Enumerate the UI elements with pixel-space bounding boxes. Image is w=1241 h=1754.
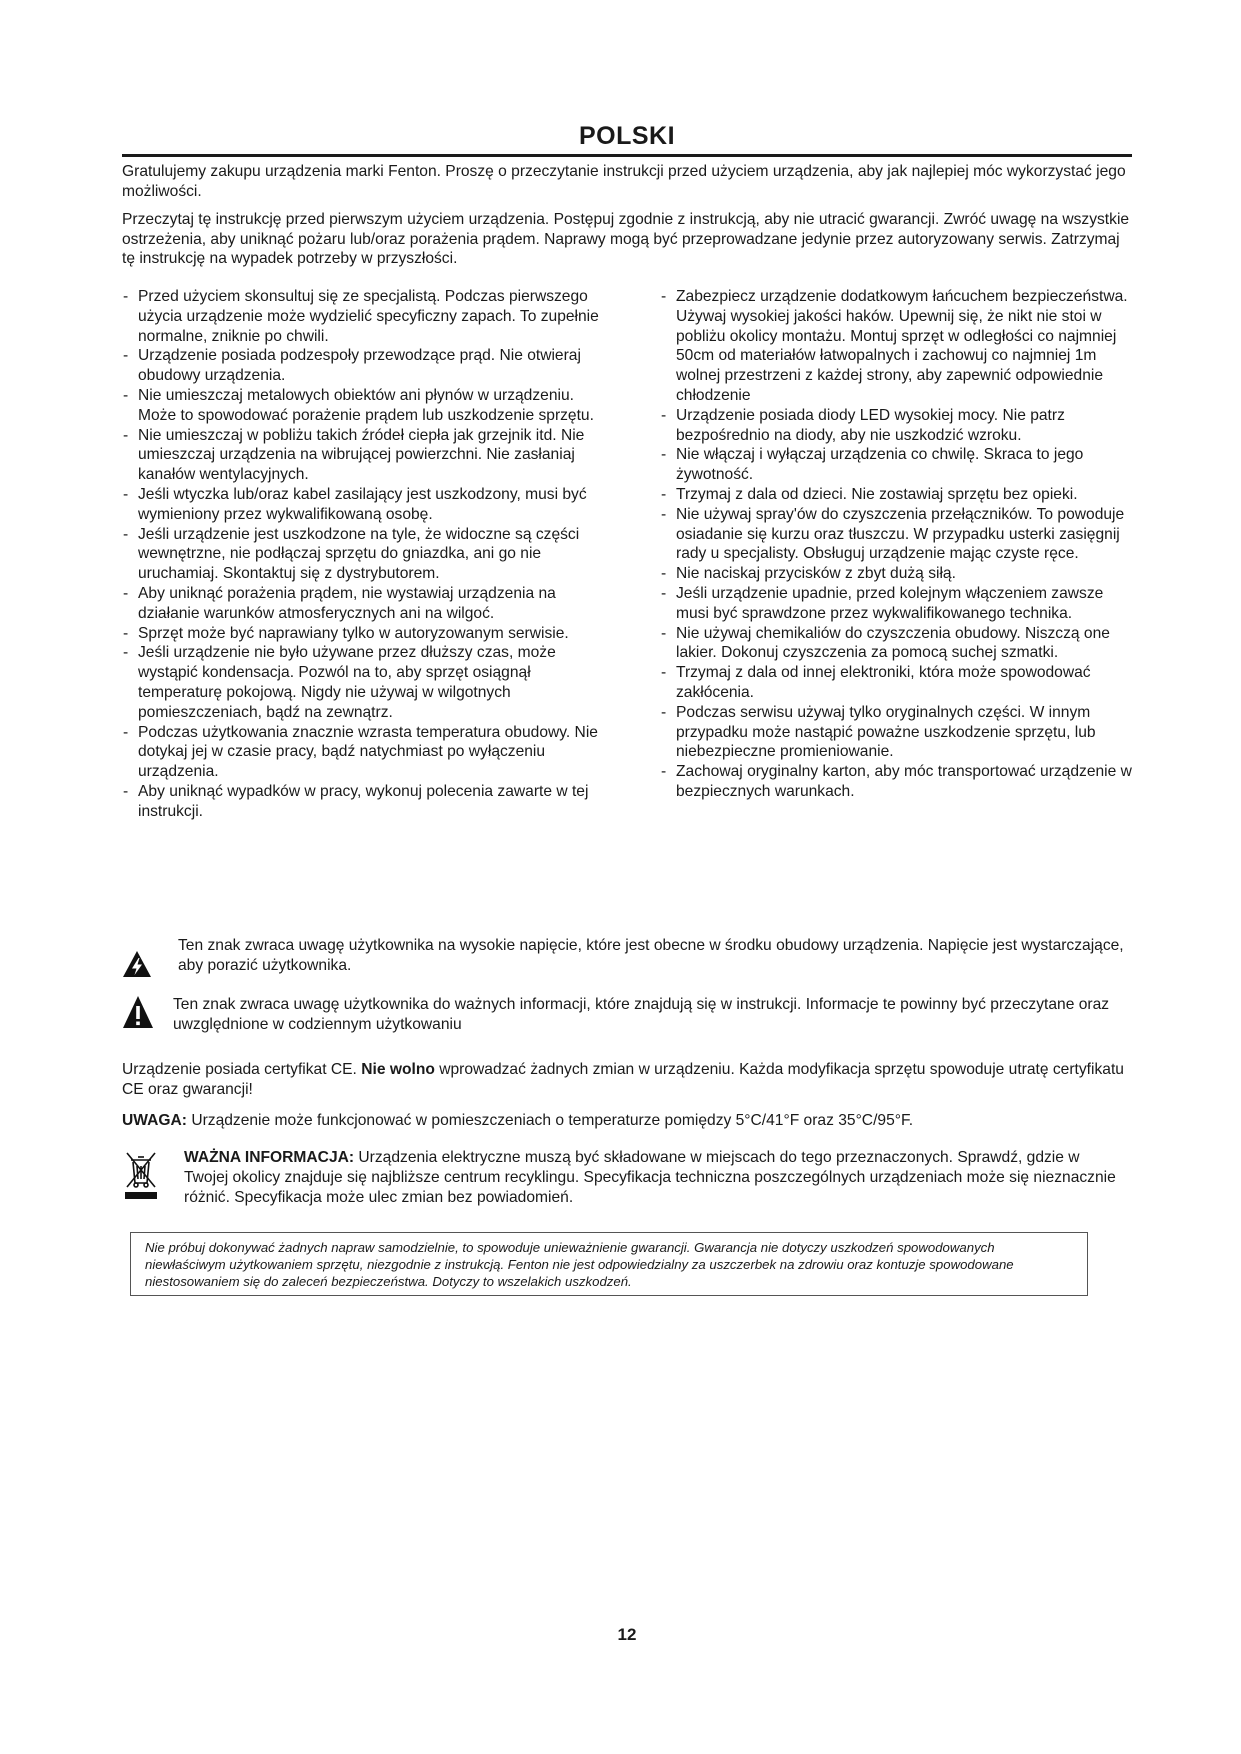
ce-text-start: Urządzenie posiada certyfikat CE.: [122, 1061, 357, 1078]
intro-paragraph: Gratulujemy zakupu urządzenia marki Fenton. Proszę o przeczytanie instrukcji przed użyciem urządzenia, aby jak najlepiej móc wykorzystać jego możliwości.: [122, 163, 1126, 200]
list-item: - Nie używaj spray'ów do czyszczenia przełączników. To powoduje osiadanie się kurzu oraz tłuszczu. W przypadku usterki zasięgnij rady u specjalisty. Obsługuj urządzenie mając czyste ręce.: [660, 505, 1140, 564]
info-warning-text: Ten znak zwraca uwagę użytkownika do ważnych informacji, które znajdują się w instrukcji. Informacje te powinny być przeczytane oraz uwzględnione w codziennym użytkowaniu: [173, 996, 1110, 1033]
list-item: - Aby uniknąć wypadków w pracy, wykonuj polecenia zawarte w tej instrukcji.: [122, 782, 602, 822]
list-item: - Jeśli urządzenie jest uszkodzone na tyle, że widoczne są części wewnętrzne, nie podłączaj sprzętu do gniazdka, ani go nie uruchamiaj. Skontaktuj się z dystrybutorem.: [122, 525, 602, 584]
list-item: - Urządzenie posiada diody LED wysokiej mocy. Nie patrz bezpośrednio na diody, aby nie uszkodzić wzroku.: [660, 406, 1140, 446]
note-label: UWAGA:: [122, 1112, 187, 1129]
list-item: - Zabezpiecz urządzenie dodatkowym łańcuchem bezpieczeństwa. Używaj wysokiej jakości haków. Upewnij się, że nikt nie stoi w pobliżu okolicy montażu. Montuj sprzęt w odległości co najmniej 50cm od materiałów łatwopalnych i zachowuj co najmniej 1m wolnej przestrzeni z każdej strony, aby zapewnić odpowiednie chłodzenie: [660, 287, 1140, 406]
exclamation-warning-icon: [122, 995, 154, 1029]
list-item: - Jeśli urządzenie upadnie, przed kolejnym włączeniem zawsze musi być sprawdzone przez wykwalifikowanego technika.: [660, 584, 1140, 624]
list-item: - Jeśli wtyczka lub/oraz kabel zasilający jest uszkodzony, musi być wymieniony przez wykwalifikowaną osobę.: [122, 485, 602, 525]
temperature-note: [122, 1111, 1132, 1131]
list-item: - Podczas użytkowania znacznie wzrasta temperatura obudowy. Nie dotykaj jej w czasie pracy, bądź natychmiast po wyłączeniu urządzenia.: [122, 723, 602, 782]
read-first-paragraph: Przeczytaj tę instrukcję przed pierwszym użyciem urządzenia. Postępuj zgodnie z instrukcją, aby nie utracić gwarancji. Zwróć uwagę na wszystkie ostrzeżenia, aby uniknąć pożaru lub/oraz porażenia prądem. Naprawy mogą być przeprowadzane jedynie przez autoryzowany serwis. Zatrzymaj tę instrukcję na wypadek potrzeby w przyszłości.: [122, 211, 1130, 267]
weee-label: WAŻNA INFORMACJA:: [184, 1149, 355, 1166]
weee-paragraph: [184, 1148, 1124, 1208]
weee-text: Urządzenia elektryczne muszą być składowane w miejscach do tego przeznaczonych. Sprawdź, gdzie w Twojej okolicy znajduje się najbliższe centrum recyklingu. Specyfikacja techniczna poszczególnych urządzeniach może się nieznacznie różnić. Specyfikacja może ulec zmian bez powiadomień.: [184, 1149, 1116, 1206]
list-item: - Zachowaj oryginalny karton, aby móc transportować urządzenie w bezpiecznych warunkach.: [660, 762, 1140, 802]
list-item: - Nie naciskaj przycisków z zbyt dużą siłą.: [660, 564, 1140, 584]
crossed-out-wheelie-bin-icon: [122, 1150, 160, 1200]
list-item: - Nie umieszczaj w pobliżu takich źródeł ciepła jak grzejnik itd. Nie umieszczaj urządzenia na wibrującej powierzchni. Nie zasłaniaj kanałów wentylacyjnych.: [122, 426, 602, 485]
safety-list-left: [122, 287, 602, 822]
list-item: - Trzymaj z dala od dzieci. Nie zostawiaj sprzętu bez opieki.: [660, 485, 1140, 505]
title-rule: [122, 154, 1132, 157]
list-item: - Nie używaj chemikaliów do czyszczenia obudowy. Niszczą one lakier. Dokonuj czyszczenia za pomocą suchej szmatki.: [660, 624, 1140, 664]
list-item: - Sprzęt może być naprawiany tylko w autoryzowanym serwisie.: [122, 624, 602, 644]
list-item: - Urządzenie posiada podzespoły przewodzące prąd. Nie otwieraj obudowy urządzenia.: [122, 346, 602, 386]
list-item: - Aby uniknąć porażenia prądem, nie wystawiaj urządzenia na działanie warunków atmosferycznych ani na wilgoć.: [122, 584, 602, 624]
list-item: - Nie umieszczaj metalowych obiektów ani płynów w urządzeniu. Może to spowodować porażenie prądem lub uszkodzenie sprzętu.: [122, 386, 602, 426]
ce-paragraph: [122, 1060, 1132, 1099]
ce-emphasis: Nie wolno: [361, 1061, 435, 1078]
list-item: - Jeśli urządzenie nie było używane przez dłuższy czas, może wystąpić kondensacja. Pozwól na to, aby sprzęt osiągnął temperaturę pokojową. Nigdy nie używaj w wilgotnych pomieszczeniach, bądź na zewnątrz.: [122, 643, 602, 722]
warranty-disclaimer-box: Nie próbuj dokonywać żadnych napraw samodzielnie, to spowoduje unieważnienie gwarancji. Gwarancja nie dotyczy uszkodzeń spowodowanych niewłaściwym użytkowaniem sprzętu, niezgodnie z instrukcją. Fenton nie jest odpowiedzialny za uszczerbek na zdrowiu oraz kontuzje spowodowane niestosowaniem się do zaleceń bezpieczeństwa. Dotyczy to wszelakich uszkodzeń.: [130, 1232, 1088, 1296]
page-title: POLSKI: [578, 122, 676, 150]
ce-text-end: wprowadzać żadnych zmian w urządzeniu. Każda modyfikacja sprzętu spowoduje utratę certyfikatu CE oraz gwarancji!: [122, 1061, 1124, 1098]
page-number: 12: [617, 1625, 637, 1644]
note-text: Urządzenie może funkcjonować w pomieszczeniach o temperaturze pomiędzy 5°C/41°F oraz 35°C/95°F.: [191, 1112, 914, 1129]
safety-list-right: [660, 287, 1140, 802]
high-voltage-warning-icon: [122, 950, 152, 978]
list-item: - Trzymaj z dala od innej elektroniki, która może spowodować zakłócenia.: [660, 663, 1140, 703]
list-item: - Nie włączaj i wyłączaj urządzenia co chwilę. Skraca to jego żywotność.: [660, 445, 1140, 485]
voltage-warning-text: Ten znak zwraca uwagę użytkownika na wysokie napięcie, które jest obecne w środku obudowy urządzenia. Napięcie jest wystarczające, aby porazić użytkownika.: [178, 937, 1124, 974]
list-item: - Przed użyciem skonsultuj się ze specjalistą. Podczas pierwszego użycia urządzenie może wydzielić specyficzny zapach. To zupełnie normalne, zniknie po chwili.: [122, 287, 602, 346]
list-item: - Podczas serwisu używaj tylko oryginalnych części. W innym przypadku może nastąpić poważne uszkodzenie sprzętu, lub niebezpieczne promieniowanie.: [660, 703, 1140, 762]
